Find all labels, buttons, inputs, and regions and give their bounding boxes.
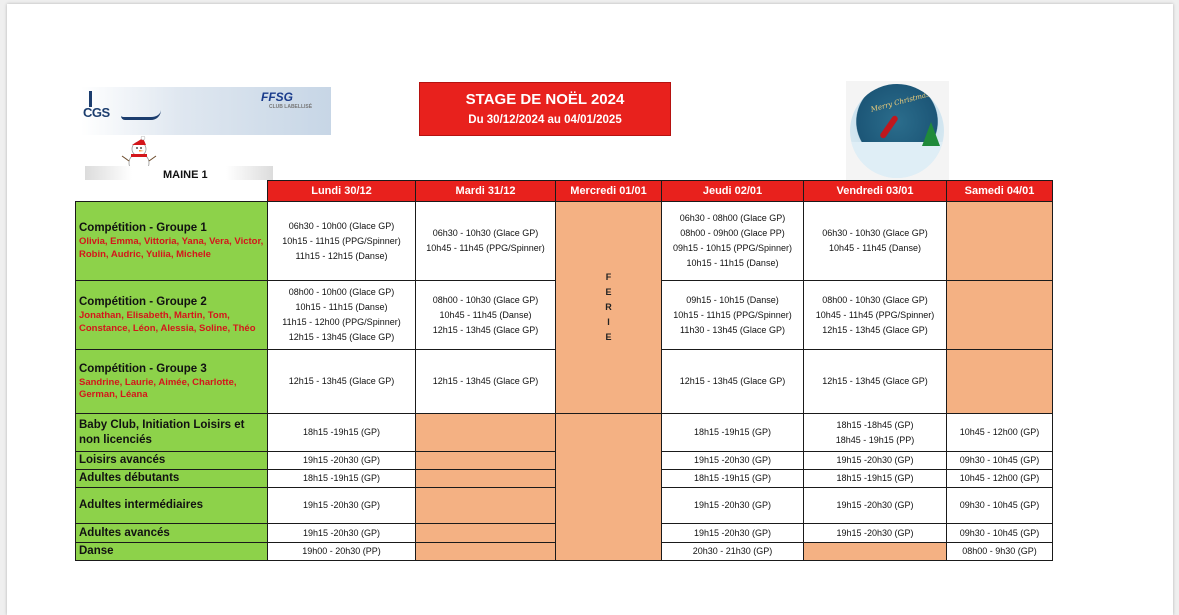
group-name: Adultes débutants [79,472,180,484]
slot: 18h15 -18h45 (GP) [836,419,914,430]
schedule-cell: 20h30 - 21h30 (GP) [662,543,804,561]
group-label-cell [76,488,268,524]
slot: 06h30 - 10h30 (Glace GP) [822,228,928,238]
schedule-cell [662,202,804,281]
schedule-cell [268,281,416,350]
slot: 06h30 - 08h00 (Glace GP) [679,213,786,223]
empty-cell [416,524,556,543]
group-name: Adultes avancés [79,526,170,539]
slot: 12h15 - 13h45 (Glace GP) [288,332,395,342]
schedule-cell: 09h30 - 10h45 (GP) [947,524,1053,543]
header-blank-cell [76,181,268,202]
group-label-cell [76,414,268,452]
slot: 06h30 - 10h00 (Glace GP) [288,220,395,231]
ferie-cell [556,202,662,414]
christmas-skater-image [846,81,949,181]
schedule-cell: 19h15 -20h30 (GP) [662,452,804,470]
ffsg-logo-text: FFSG [261,90,293,104]
slot: 10h15 - 11h15 (Danse) [295,302,388,312]
group-name: Compétition - Groupe 2 [79,296,207,308]
schedule-cell: 09h30 - 10h45 (GP) [947,452,1053,470]
ferie-letter: E [605,332,612,342]
empty-cell [416,452,556,470]
slot: 11h15 - 12h15 (Danse) [295,250,388,261]
schedule-cell: 19h15 -20h30 (GP) [804,488,947,524]
location-text: MAINE 1 [163,169,208,181]
empty-cell [416,414,556,452]
page-title: STAGE DE NOËL 2024 [465,91,625,108]
group-label-cell [76,524,268,543]
group-name: Adultes intermédiaires [79,499,203,511]
group-name: Baby Club, Initiation Loisirs et non licenciés [79,418,245,446]
empty-cell [416,470,556,488]
schedule-cell: 18h15 -19h15 (GP) [268,414,416,452]
day-header-vendredi: Vendredi 03/01 [804,181,947,202]
merry-christmas-text: Merry Christmas [869,90,931,114]
day-header-mardi: Mardi 31/12 [416,181,556,202]
slot: 10h45 - 11h45 (Danse) [439,309,532,320]
slot: 10h45 - 11h45 (PPG/Spinner) [815,309,935,320]
empty-cell [947,350,1053,414]
christmas-badge [850,84,944,178]
group-name: Compétition - Groupe 3 [79,362,207,375]
schedule-cell: 19h15 -20h30 (GP) [662,524,804,543]
group-members: Sandrine, Laurie, Aimée, Charlotte, German, Léana [79,376,237,400]
schedule-cell: 19h15 -20h30 (GP) [804,524,947,543]
slot: 09h15 - 10h15 (Danse) [686,294,779,305]
schedule-cell [268,202,416,281]
group-name: Loisirs avancés [79,454,166,466]
slot: 10h45 - 11h45 (PPG/Spinner) [426,243,545,253]
schedule-cell [662,281,804,350]
ferie-letter: R [605,302,612,312]
ferie-letter: E [605,287,612,297]
group-members: Jonathan, Elisabeth, Martin, Tom, Constance, Léon, Alessia, Soline, Théo [79,310,256,334]
slot: 08h00 - 10h00 (Glace GP) [288,287,395,297]
slot: 10h45 - 11h45 (Danse) [829,243,921,253]
group-label-cell [76,281,268,350]
schedule-cell [804,281,947,350]
schedule-cell: 12h15 - 13h45 (Glace GP) [804,350,947,414]
header-row [76,181,1053,202]
slot: 08h00 - 10h30 (Glace GP) [432,294,539,305]
title-banner [419,82,671,136]
empty-cell [947,281,1053,350]
schedule-cell: 08h00 - 9h30 (GP) [947,543,1053,561]
table-row-baby-club [76,414,1053,452]
slot: 08h00 - 10h30 (Glace GP) [822,294,928,305]
schedule-cell: 19h15 -20h30 (GP) [804,452,947,470]
table-row-groupe-1 [76,202,1053,281]
slot: 12h15 - 13h45 (Glace GP) [822,324,928,335]
group-name: Danse [79,545,114,557]
slot: 12h15 - 13h45 (Glace GP) [432,324,539,335]
schedule-cell [804,202,947,281]
group-label-cell [76,350,268,414]
skater-icon [879,115,899,140]
day-header-lundi: Lundi 30/12 [268,181,416,202]
date-range: Du 30/12/2024 au 04/01/2025 [468,114,622,126]
day-header-samedi: Samedi 04/01 [947,181,1053,202]
empty-cell [416,543,556,561]
cgs-logo-text: CGS [83,105,110,120]
group-label-cell [76,543,268,561]
group-label-cell [76,202,268,281]
group-label-cell [76,470,268,488]
empty-cell [804,543,947,561]
schedule-cell [416,202,556,281]
empty-cell [416,488,556,524]
schedule-cell: 18h15 -19h15 (GP) [662,470,804,488]
schedule-cell: 09h30 - 10h45 (GP) [947,488,1053,524]
schedule-cell: 19h15 -20h30 (GP) [268,488,416,524]
schedule-cell: 18h15 -19h15 (GP) [662,414,804,452]
schedule-cell: 18h15 -19h15 (GP) [268,470,416,488]
skate-icon [121,105,161,120]
day-header-mercredi: Mercredi 01/01 [556,181,662,202]
schedule-cell: 19h15 -20h30 (GP) [268,524,416,543]
slot: 18h45 - 19h15 (PP) [835,434,915,445]
ferie-letter: I [607,317,610,327]
schedule-cell [416,281,556,350]
slot: 10h15 - 11h15 (Danse) [686,258,779,268]
day-header-jeudi: Jeudi 02/01 [662,181,804,202]
schedule-table [75,180,1053,561]
christmas-tree-icon [922,122,940,146]
slot: 11h30 - 13h45 (Glace GP) [680,324,785,335]
group-label-cell [76,452,268,470]
slot: 11h15 - 12h00 (PPG/Spinner) [282,317,401,327]
schedule-cell: 19h15 -20h30 (GP) [662,488,804,524]
group-name: Compétition - Groupe 1 [79,222,207,234]
schedule-cell: 12h15 - 13h45 (Glace GP) [416,350,556,414]
schedule-cell: 12h15 - 13h45 (Glace GP) [662,350,804,414]
schedule-cell: 10h45 - 12h00 (GP) [947,414,1053,452]
ferie-continuation-cell [556,414,662,561]
schedule-cell: 10h45 - 12h00 (GP) [947,470,1053,488]
empty-cell [947,202,1053,281]
ffsg-logo [261,90,331,112]
slot: 09h15 - 10h15 (PPG/Spinner) [672,243,793,253]
schedule-cell [804,414,947,452]
schedule-cell: 19h15 -20h30 (GP) [268,452,416,470]
slot: 10h15 - 11h15 (PPG/Spinner) [673,309,792,320]
ferie-letter: F [605,272,612,282]
slot: 10h15 - 11h15 (PPG/Spinner) [282,235,401,246]
ferie-label [556,270,661,345]
schedule-cell: 12h15 - 13h45 (Glace GP) [268,350,416,414]
slot: 06h30 - 10h30 (Glace GP) [432,228,539,238]
schedule-cell: 18h15 -19h15 (GP) [804,470,947,488]
ice-rink-icon [850,142,944,178]
slot: 08h00 - 09h00 (Glace PP) [680,228,785,238]
ffsg-logo-subtitle: CLUB LABELLISÉ [269,104,313,110]
schedule-cell: 19h00 - 20h30 (PP) [268,543,416,561]
group-members: Olivia, Emma, Vittoria, Yana, Vera, Victor, Robin, Audric, Yuliia, Michele [79,236,264,260]
